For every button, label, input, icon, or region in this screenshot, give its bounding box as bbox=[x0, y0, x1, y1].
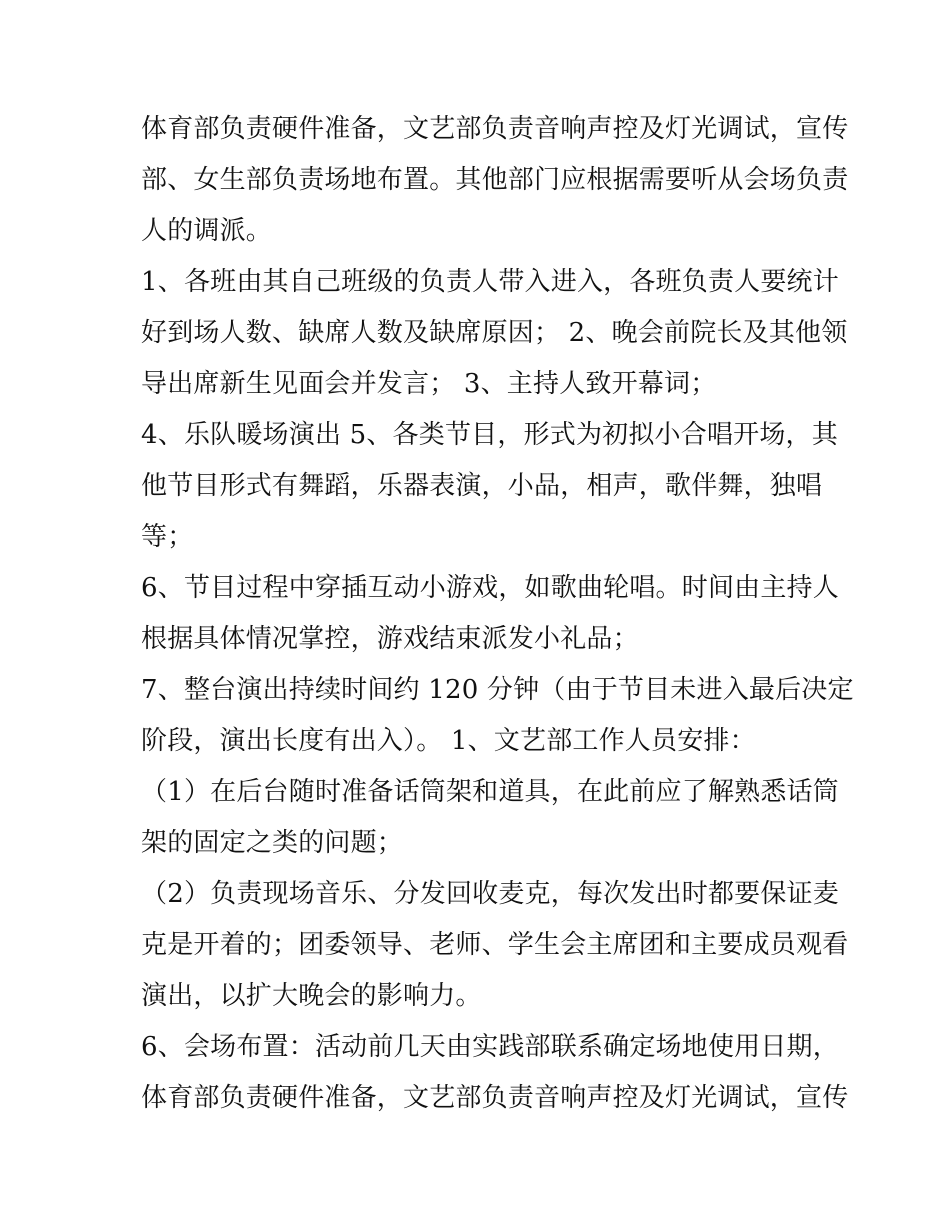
text-line: 1、各班由其自己班级的负责人带入进入，各班负责人要统计 bbox=[141, 267, 839, 297]
text-line: 6、会场布置：活动前几天由实践部联系确定场地使用日期， bbox=[141, 1032, 839, 1062]
text-line: 演出，以扩大晚会的影响力。 bbox=[141, 981, 482, 1011]
text-line: 7、整台演出持续时间约 120 分钟（由于节目未进入最后决定 bbox=[141, 675, 854, 705]
text-line: 体育部负责硬件准备，文艺部负责音响声控及灯光调试，宣传 bbox=[141, 1083, 849, 1113]
text-line: 体育部负责硬件准备，文艺部负责音响声控及灯光调试，宣传 bbox=[141, 114, 849, 144]
text-line: 4、乐队暖场演出 5、各类节目，形式为初拟小合唱开场，其 bbox=[141, 420, 838, 450]
text-line: 架的固定之类的问题； bbox=[141, 828, 404, 858]
text-line: 6、节目过程中穿插互动小游戏，如歌曲轮唱。时间由主持人 bbox=[141, 573, 839, 603]
text-line: 阶段，演出长度有出入）。 1、文艺部工作人员安排： bbox=[141, 726, 756, 756]
document-body bbox=[141, 104, 854, 1124]
text-line: 人的调派。 bbox=[141, 216, 273, 246]
text-line: 等； bbox=[141, 522, 194, 552]
text-line: 导出席新生见面会并发言； 3、主持人致开幕词； bbox=[141, 369, 717, 399]
text-line: 部、女生部负责场地布置。其他部门应根据需要听从会场负责 bbox=[141, 165, 849, 195]
text-line: （2）负责现场音乐、分发回收麦克，每次发出时都要保证麦 bbox=[141, 879, 839, 909]
text-line: 他节目形式有舞蹈，乐器表演，小品，相声，歌伴舞，独唱 bbox=[141, 471, 823, 501]
text-line: 好到场人数、缺席人数及缺席原因； 2、晚会前院长及其他领 bbox=[141, 318, 848, 348]
text-line: （1）在后台随时准备话筒架和道具，在此前应了解熟悉话筒 bbox=[141, 777, 839, 807]
text-line: 根据具体情况掌控，游戏结束派发小礼品； bbox=[141, 624, 639, 654]
text-line: 克是开着的；团委领导、老师、学生会主席团和主要成员观看 bbox=[141, 930, 849, 960]
